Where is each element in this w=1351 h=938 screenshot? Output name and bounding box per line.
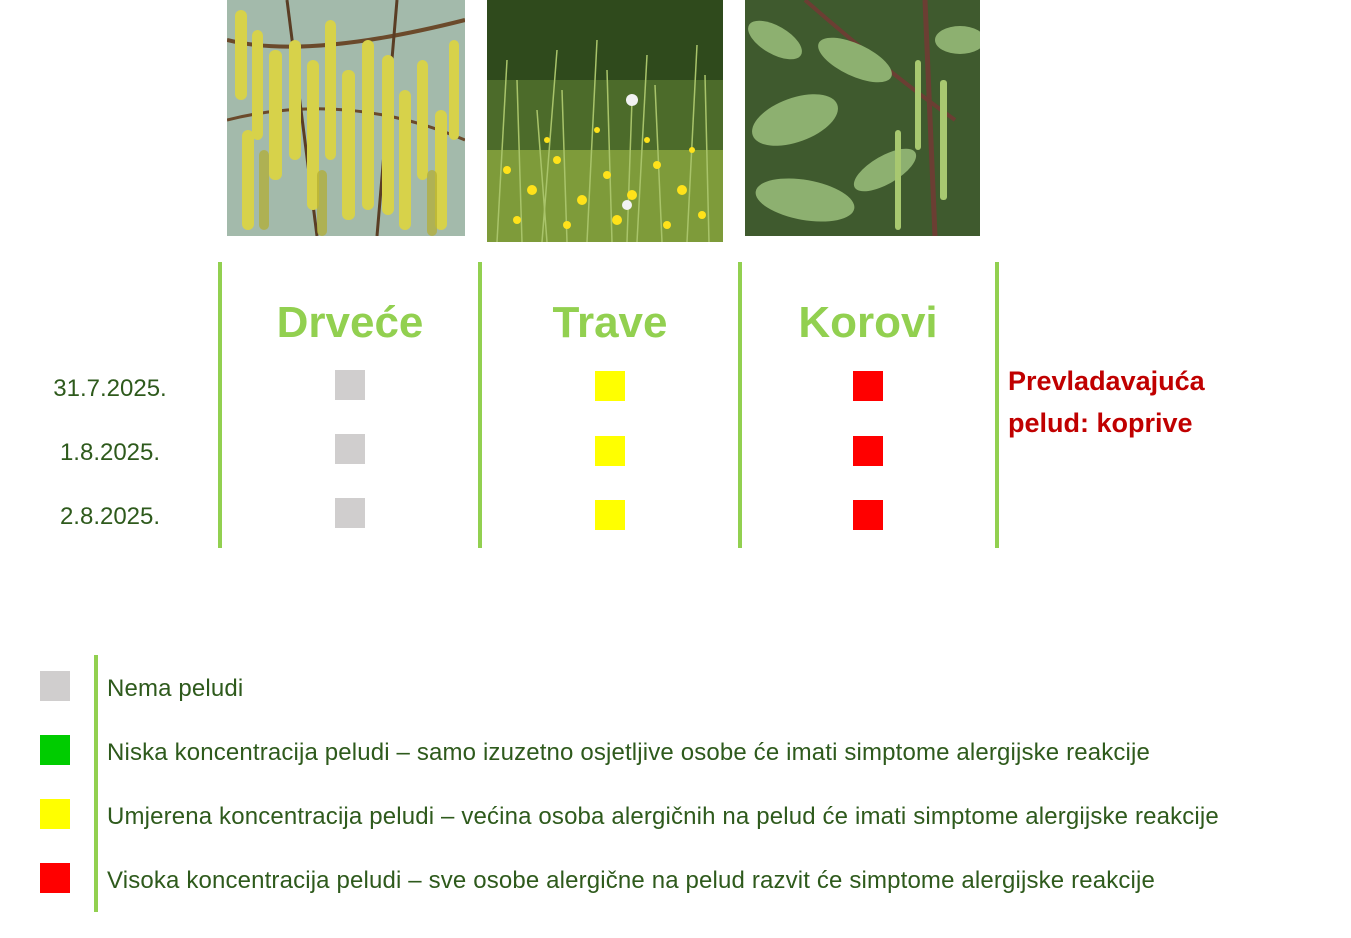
- column-header-trees: Drveće: [276, 298, 424, 347]
- pollen-level-cell: [853, 371, 883, 401]
- pollen-level-cell: [595, 500, 625, 530]
- legend-divider: [94, 655, 98, 912]
- legend-text-none: Nema peludi: [107, 675, 244, 702]
- dominant-pollen-line-2: pelud: koprive: [1008, 408, 1193, 438]
- legend-swatch-low: [40, 735, 70, 765]
- ragweed-photo: [745, 0, 980, 236]
- legend-swatch-none: [40, 671, 70, 701]
- date-label: 31.7.2025.: [53, 375, 167, 402]
- pollen-level-cell: [335, 370, 365, 400]
- legend-swatch-high: [40, 863, 70, 893]
- pollen-level-cell: [335, 434, 365, 464]
- dominant-pollen-note: [1008, 360, 1338, 444]
- column-header-weeds: Korovi: [798, 298, 938, 347]
- column-header-grasses: Trave: [552, 298, 668, 347]
- meadow-grass-photo: [487, 0, 723, 242]
- pollen-level-cell: [595, 371, 625, 401]
- date-label: 1.8.2025.: [59, 439, 161, 466]
- pollen-level-cell: [853, 436, 883, 466]
- dominant-pollen-line-1: Prevladavajuća: [1008, 366, 1205, 396]
- date-label: 2.8.2025.: [59, 503, 161, 530]
- pollen-level-cell: [335, 498, 365, 528]
- legend-text-high: Visoka koncentracija peludi – sve osobe alergične na pelud razvit će simptome alergijske reakcije: [107, 867, 1155, 894]
- hazel-catkins-photo: [227, 0, 465, 236]
- legend-swatch-moderate: [40, 799, 70, 829]
- legend-text-moderate: Umjerena koncentracija peludi – većina osoba alergičnih na pelud će imati simptome alergijske reakcije: [107, 803, 1219, 830]
- pollen-level-cell: [853, 500, 883, 530]
- legend-text-low: Niska koncentracija peludi – samo izuzetno osjetljive osobe će imati simptome alergijske reakcije: [107, 739, 1151, 766]
- pollen-level-cell: [595, 436, 625, 466]
